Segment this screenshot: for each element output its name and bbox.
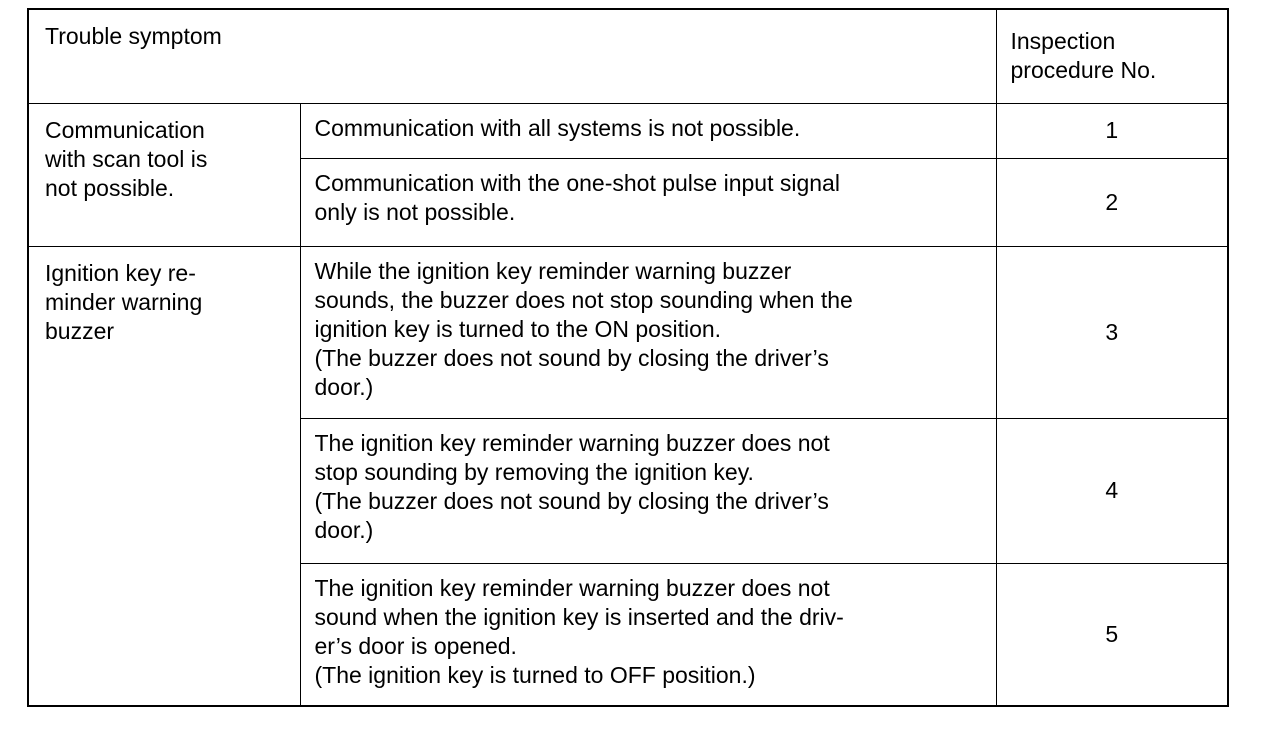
description-text: door.) — [314, 516, 374, 543]
description-text: While the ignition key reminder warning buzzer — [314, 257, 792, 284]
description-text: sound when the ignition key is inserted and the driv- — [314, 603, 844, 630]
trouble-symptom-header — [28, 9, 996, 103]
procedure-number: 3 — [996, 246, 1228, 418]
description-text: Communication with all systems is not possible. — [314, 114, 801, 141]
description-text: sounds, the buzzer does not stop sounding when the — [314, 286, 853, 313]
description-text: er’s door is opened. — [314, 632, 517, 659]
description-text: stop sounding by removing the ignition key. — [314, 458, 754, 485]
procedure-number: 4 — [996, 418, 1228, 563]
category-text: minder warning — [45, 288, 203, 315]
table-header-row — [28, 9, 1228, 103]
header-text: procedure No. — [1010, 57, 1157, 83]
category-text: with scan tool is — [45, 145, 208, 172]
category-text: not possible. — [45, 174, 175, 201]
description-text: only is not possible. — [314, 198, 516, 225]
description-text: Communication with the one-shot pulse input signal — [314, 169, 840, 196]
procedure-no-header — [996, 9, 1228, 103]
description-text: (The buzzer does not sound by closing the driver’s — [314, 487, 829, 514]
procedure-number: 2 — [996, 158, 1228, 246]
symptom-description — [300, 246, 996, 418]
table-row — [28, 246, 1228, 418]
symptom-description — [300, 103, 996, 158]
trouble-symptom-table — [27, 8, 1229, 707]
description-text: (The buzzer does not sound by closing the driver’s — [314, 344, 829, 371]
table-row — [28, 103, 1228, 158]
description-text: The ignition key reminder warning buzzer does not — [314, 574, 830, 601]
category-text: Communication — [45, 116, 205, 143]
symptom-description — [300, 418, 996, 563]
header-text: Inspection — [1010, 28, 1116, 54]
description-text: ignition key is turned to the ON position. — [314, 315, 722, 342]
category-cell-ignition-buzzer — [28, 246, 300, 706]
category-text: Ignition key re- — [45, 259, 196, 286]
category-text: buzzer — [45, 317, 115, 344]
description-text: (The ignition key is turned to OFF position.) — [314, 661, 756, 688]
description-text: The ignition key reminder warning buzzer does not — [314, 429, 830, 456]
procedure-number: 1 — [996, 103, 1228, 158]
symptom-description — [300, 158, 996, 246]
description-text: door.) — [314, 373, 374, 400]
category-cell-communication — [28, 103, 300, 246]
header-text: Trouble symptom — [45, 23, 222, 49]
symptom-description — [300, 563, 996, 706]
procedure-number: 5 — [996, 563, 1228, 706]
